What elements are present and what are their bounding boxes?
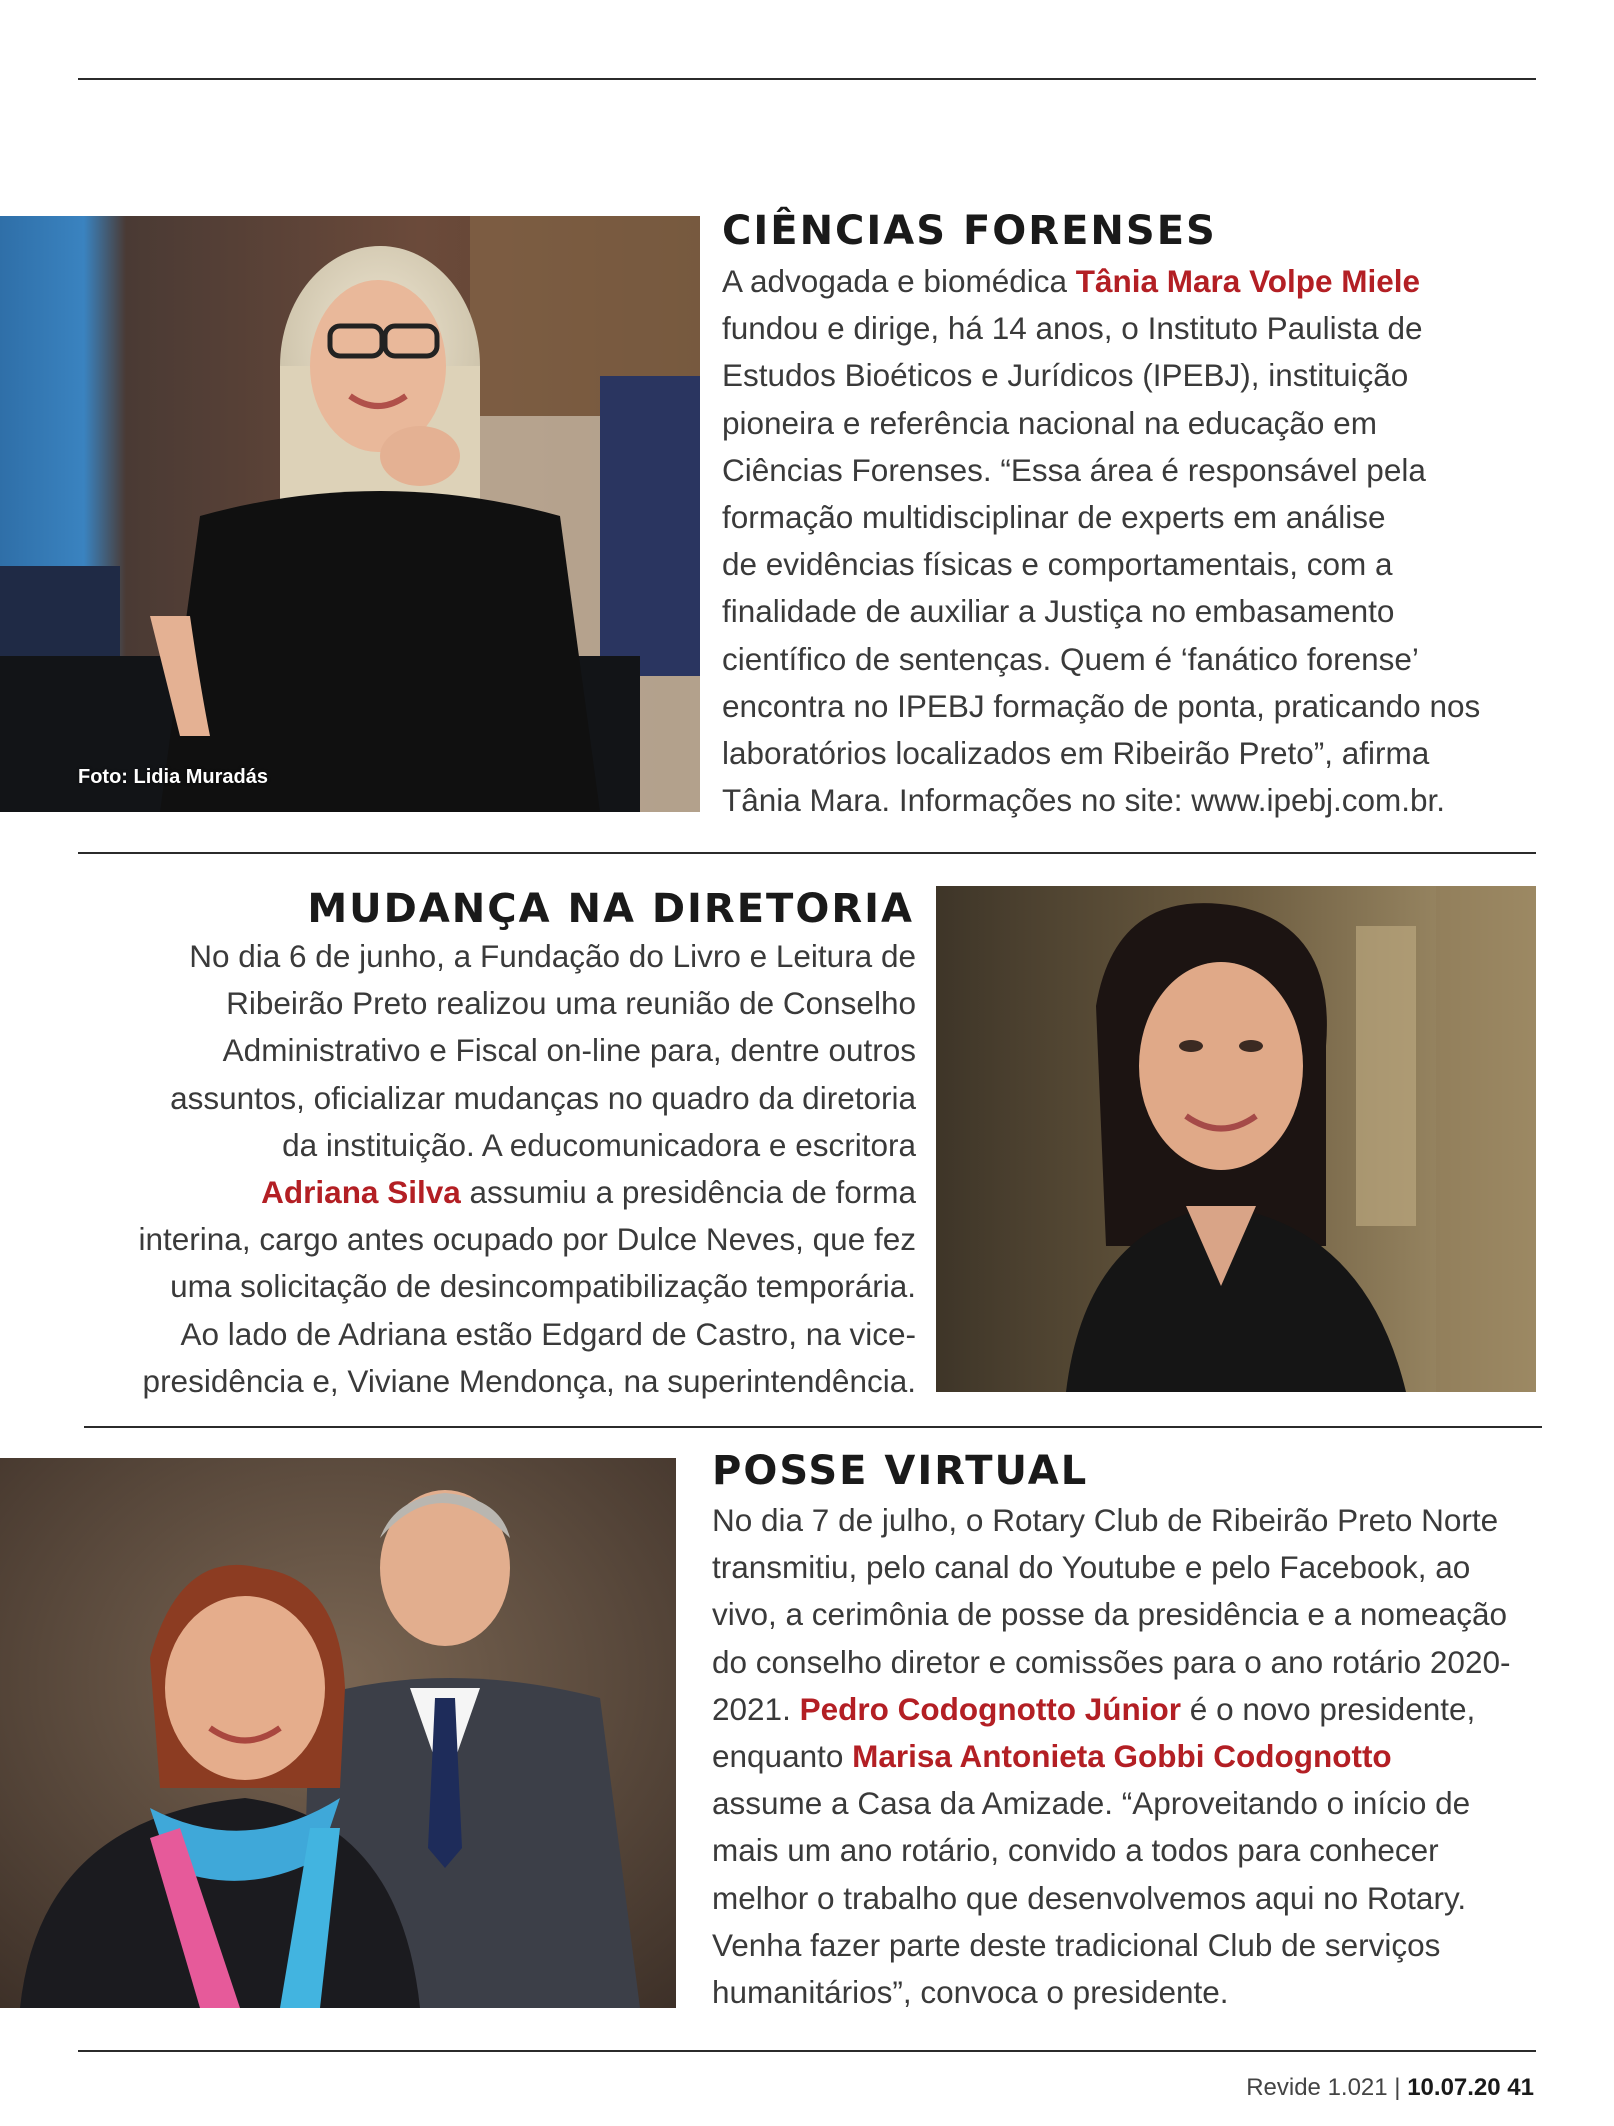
text-line [56,1358,916,1405]
text-line [722,777,1542,824]
page-footer [1246,2074,1534,2102]
text-segment: Ao lado de Adriana estão Edgard de Castro, na vice- [180,1315,916,1352]
text-line [722,636,1542,683]
text-segment: Administrativo e Fiscal on-line para, dentre outros [222,1032,916,1069]
text-segment: humanitários”, convoca o presidente. [712,1974,1229,2011]
text-line [712,1875,1552,1922]
text-segment: No dia 7 de julho, o Rotary Club de Ribeirão Preto Norte [712,1502,1499,1538]
issue-date: 10.07.20 [1407,2074,1501,2101]
highlighted-name: Tânia Mara Volpe Miele [1075,263,1421,299]
text-segment: No dia 6 de junho, a Fundação do Livro e Leitura de [189,938,916,974]
text-line [56,1169,916,1216]
portrait-illustration [936,886,1536,1392]
text-segment: finalidade de auxiliar a Justiça no embasamento [722,593,1395,630]
text-segment: interina, cargo antes ocupado por Dulce Neves, que fez [138,1221,916,1258]
text-line [56,980,916,1027]
bottom-rule [78,2050,1536,2052]
text-segment: assuntos, oficializar mudanças no quadro da diretoria [170,1079,916,1116]
text-line [722,588,1542,635]
text-line [712,1733,1552,1780]
heading-ciencias-forenses: CIÊNCIAS FORENSES [722,208,1217,254]
text-line [56,933,916,980]
text-line [712,1780,1552,1827]
text-segment: Ribeirão Preto realizou uma reunião de Conselho [226,985,916,1022]
text-line [712,1922,1552,1969]
text-line [722,305,1542,352]
text-line [722,541,1542,588]
portrait-illustration [0,1458,676,2008]
text-line [56,1122,916,1169]
footer-separator: | [1394,2074,1401,2101]
text-line [722,400,1542,447]
photo-caption: Foto: Lidia Muradás [78,766,268,788]
text-segment: Venha fazer parte deste tradicional Club de serviços [712,1926,1441,1963]
text-line [712,1591,1552,1638]
text-segment: formação multidisciplinar de experts em análise [722,499,1386,536]
text-line [712,1969,1552,2016]
section-rule-2 [84,1426,1542,1428]
text-segment: Ciências Forenses. “Essa área é responsável pela [722,451,1426,488]
heading-mudanca-diretoria: MUDANÇA NA DIRETORIA [307,886,914,932]
text-line [712,1544,1552,1591]
text-segment: melhor o trabalho que desenvolvemos aqui no Rotary. [712,1879,1467,1916]
text-segment: de evidências físicas e comportamentais, com a [722,546,1393,583]
photo-codognotto-couple [0,1458,676,2008]
text-line [722,447,1542,494]
text-segment: 2021. [712,1690,800,1727]
text-line [56,1263,916,1310]
highlighted-name: Pedro Codognotto Júnior [799,1690,1182,1727]
text-segment: do conselho diretor e comissões para o ano rotário 2020- [712,1643,1511,1680]
text-line [56,1027,916,1074]
text-segment: transmitiu, pelo canal do Youtube e pelo Facebook, ao [712,1549,1471,1586]
article-ciencias-forenses [722,258,1542,824]
portrait-illustration [0,216,700,812]
heading-posse-virtual: POSSE VIRTUAL [712,1448,1089,1494]
top-rule [78,78,1536,80]
text-segment: é o novo presidente, [1181,1690,1476,1727]
article-mudanca-diretoria [56,933,916,1405]
text-line [712,1639,1552,1686]
text-line [56,1075,916,1122]
text-line [712,1686,1552,1733]
text-segment: assumiu a presidência de forma [460,1174,916,1211]
text-segment: assume a Casa da Amizade. “Aproveitando o início de [712,1785,1471,1822]
text-line [722,494,1542,541]
photo-adriana-silva [936,886,1536,1392]
text-segment: A advogada e biomédica [722,263,1076,299]
section-rule-1 [78,852,1536,854]
text-line [712,1827,1552,1874]
text-line [722,730,1542,777]
photo-tania-mara [0,216,700,812]
text-line [722,258,1542,305]
text-line [56,1311,916,1358]
highlighted-name: Adriana Silva [261,1174,461,1211]
article-posse-virtual [712,1497,1552,2016]
highlighted-name: Marisa Antonieta Gobbi Codognotto [852,1738,1392,1775]
text-segment: encontra no IPEBJ formação de ponta, praticando nos [722,687,1481,724]
text-segment: enquanto [712,1738,853,1775]
text-segment: científico de sentenças. Quem é ‘fanático forense’ [722,640,1419,677]
text-segment: vivo, a cerimônia de posse da presidência e a nomeação [712,1596,1507,1633]
text-segment: presidência e, Viviane Mendonça, na superintendência. [142,1362,916,1399]
text-segment: uma solicitação de desincompatibilização temporária. [170,1268,916,1305]
text-segment: mais um ano rotário, convido a todos para conhecer [712,1832,1439,1869]
text-line [722,683,1542,730]
text-segment: fundou e dirige, há 14 anos, o Instituto Paulista de [722,310,1423,347]
text-segment: pioneira e referência nacional na educação em [722,404,1377,441]
text-line [712,1497,1552,1544]
text-segment: Tânia Mara. Informações no site: www.ipebj.com.br. [722,782,1446,819]
text-segment: da instituição. A educomunicadora e escritora [282,1126,916,1163]
magazine-issue: Revide 1.021 [1246,2074,1388,2101]
text-segment: Estudos Bioéticos e Jurídicos (IPEBJ), instituição [722,357,1409,394]
text-line [56,1216,916,1263]
page-number: 41 [1507,2074,1534,2101]
text-line [722,352,1542,399]
text-segment: laboratórios localizados em Ribeirão Preto”, afirma [722,735,1430,772]
